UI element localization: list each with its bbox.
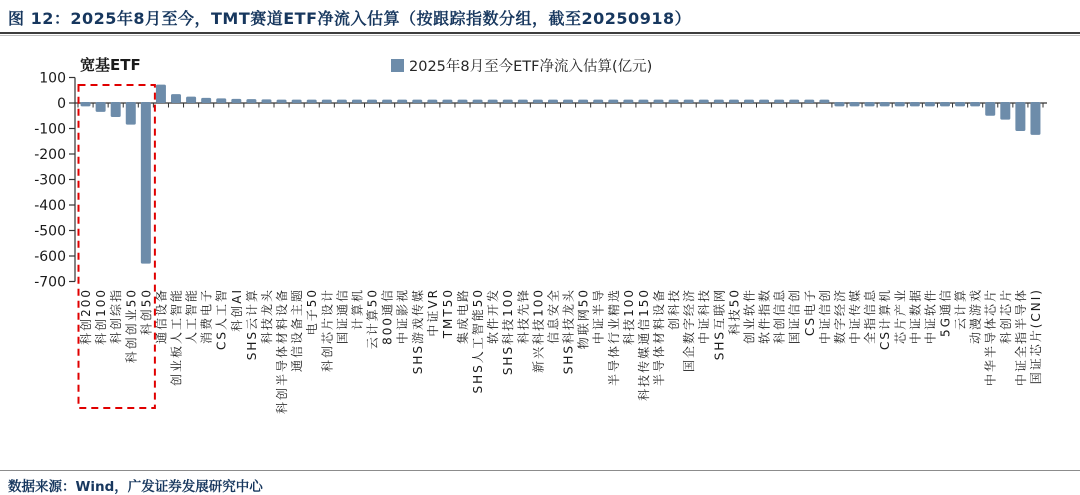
legend — [391, 57, 652, 75]
bar — [563, 100, 573, 103]
category-label: 数字经济 — [832, 288, 847, 345]
category-label: 中证影视 — [395, 288, 410, 345]
category-label: 创科技 — [667, 288, 682, 331]
category-label: 半导体材料设备 — [652, 288, 667, 387]
category-label: 人工智能 — [184, 288, 199, 345]
bar — [1030, 102, 1040, 135]
category-label: 中证半导 — [591, 288, 606, 345]
category-label: 科创200 — [79, 288, 94, 345]
category-label: 创业板人工智能 — [169, 288, 184, 387]
category-label: SHS互联网 — [712, 288, 727, 361]
category-label: 800通信 — [380, 288, 395, 345]
legend-swatch — [391, 59, 404, 72]
bar — [307, 100, 317, 103]
category-label: 科创100 — [94, 288, 109, 345]
bar — [684, 100, 694, 103]
bar — [503, 100, 513, 103]
bar — [216, 98, 226, 103]
category-label: 软件指数 — [757, 288, 772, 345]
bar — [578, 100, 588, 103]
bar — [654, 100, 664, 103]
category-label: 科创50 — [139, 288, 154, 336]
bar — [729, 100, 739, 103]
bar — [337, 100, 347, 103]
category-label: 科创芯片设计 — [320, 288, 335, 373]
category-label: 消费电子 — [199, 288, 214, 345]
bar — [518, 100, 528, 103]
bar — [865, 102, 875, 106]
bar — [292, 100, 302, 103]
category-label: 科技50 — [727, 288, 742, 336]
category-label: 计算机 — [350, 288, 365, 331]
bar — [940, 102, 950, 106]
y-tick-label: 100 — [39, 70, 66, 87]
bar — [246, 99, 256, 103]
category-label: 中证科技 — [697, 288, 712, 345]
bar — [412, 100, 422, 103]
category-label: 中证信创 — [817, 288, 832, 345]
category-label: 科创AI — [229, 288, 244, 332]
category-label: CS人工智 — [214, 288, 229, 350]
bar — [850, 102, 860, 106]
category-label: 半导体行业精选 — [606, 288, 621, 387]
bar — [955, 102, 965, 106]
bar — [669, 100, 679, 103]
category-label: 中证VR — [425, 288, 440, 337]
bar — [608, 100, 618, 103]
bar — [367, 100, 377, 103]
category-label: 科创半导体材料设备 — [275, 288, 290, 415]
bar — [714, 100, 724, 103]
category-label: 科技传媒通信150 — [636, 288, 651, 401]
bar — [382, 100, 392, 103]
bar — [880, 102, 890, 106]
category-label: 芯片产业 — [893, 288, 908, 345]
bar — [427, 100, 437, 103]
bar — [277, 100, 287, 103]
bar — [171, 94, 181, 103]
category-label: 中华半导体芯片 — [983, 288, 998, 387]
category-label: 云计算50 — [365, 288, 380, 350]
category-label: SHS科技100 — [501, 288, 516, 376]
category-label: 新兴科技100 — [531, 288, 546, 373]
category-label: CS电子 — [802, 288, 817, 336]
bar — [623, 100, 633, 103]
bar — [970, 102, 980, 106]
bar — [442, 100, 452, 103]
bar — [488, 100, 498, 103]
category-label: 集成电路 — [455, 288, 470, 345]
etf-net-inflow-bar-chart — [0, 38, 1080, 470]
category-label: 通信设备 — [154, 288, 169, 345]
category-label: 5G通信 — [938, 288, 953, 337]
y-tick-label: -600 — [34, 249, 66, 265]
category-label: TMT50 — [440, 288, 455, 339]
category-label: SHS人工智能50 — [471, 288, 486, 394]
bar — [593, 100, 603, 103]
category-label: 信息安全 — [546, 288, 561, 345]
category-labels — [78, 288, 1043, 414]
bar — [985, 102, 995, 116]
category-label: 科创综指 — [109, 288, 124, 345]
bar — [774, 100, 784, 103]
bar — [111, 102, 121, 117]
category-label: 国企数字经济 — [682, 288, 697, 373]
bar — [186, 97, 196, 103]
bar — [81, 102, 91, 106]
category-label: 科创创业50 — [124, 288, 139, 364]
category-label: 中证传媒 — [848, 288, 863, 345]
bar — [804, 100, 814, 103]
bar — [744, 100, 754, 103]
category-label: 科创芯片 — [998, 288, 1013, 345]
bar — [261, 99, 271, 103]
category-label: 中证数据 — [908, 288, 923, 345]
category-label: 全指信息 — [863, 288, 878, 345]
bars — [81, 85, 1041, 264]
y-tick-label: -500 — [34, 223, 66, 240]
title-divider — [0, 32, 1080, 36]
bar — [1015, 102, 1025, 131]
broad-base-annotation: 宽基ETF — [80, 56, 141, 74]
category-label: 云计算 — [953, 288, 968, 331]
bar — [231, 99, 241, 103]
bar — [141, 102, 151, 264]
category-label: 通信设备主题 — [290, 288, 305, 373]
source-note: 数据来源：Wind，广发证券发展研究中心 — [8, 479, 263, 495]
bar — [156, 85, 166, 103]
figure-title: 图 12：2025年8月至今，TMT赛道ETF净流入估算（按跟踪指数分组，截至20250918） — [8, 9, 692, 28]
category-label: 科技100 — [621, 288, 636, 345]
category-label: 科创信息 — [772, 288, 787, 345]
bar — [126, 102, 136, 125]
category-label: 物联网50 — [576, 288, 591, 350]
category-label: 国证通信 — [335, 288, 350, 345]
category-label: 国证信创 — [787, 288, 802, 345]
category-label: SHS云计算 — [244, 288, 259, 361]
bar — [819, 100, 829, 103]
y-tick-label: 0 — [57, 96, 66, 112]
category-label: SHS科技龙头 — [561, 288, 576, 375]
bar — [699, 100, 709, 103]
bar — [473, 100, 483, 103]
bar — [457, 100, 467, 103]
y-tick-label: -200 — [34, 147, 66, 163]
bar — [548, 100, 558, 103]
bar — [1000, 102, 1010, 120]
bar — [352, 100, 362, 103]
bar — [533, 100, 543, 103]
bar — [925, 102, 935, 106]
category-label: 科技龙头 — [259, 288, 274, 345]
category-label: 软件开发 — [486, 288, 501, 345]
legend-label: 2025年8月至今ETF净流入估算(亿元) — [409, 59, 653, 75]
bar — [895, 102, 905, 106]
bar — [789, 100, 799, 103]
bar — [397, 100, 407, 103]
bar — [834, 102, 844, 106]
bar — [910, 102, 920, 106]
bar — [96, 102, 106, 112]
y-tick-label: -100 — [34, 121, 66, 138]
footer-divider — [0, 470, 1080, 471]
category-label: 动漫游戏 — [968, 288, 983, 345]
category-label: 创业软件 — [742, 288, 757, 345]
bar — [759, 100, 769, 103]
bar — [201, 98, 211, 103]
category-label: 科技先锋 — [516, 288, 531, 345]
bar — [638, 100, 648, 103]
category-label: 中证全指半导体 — [1013, 288, 1028, 387]
category-label: CS计算机 — [878, 288, 893, 350]
category-label: SHS游戏传媒 — [410, 288, 425, 375]
y-tick-label: -300 — [34, 172, 66, 189]
category-label: 中证软件 — [923, 288, 938, 345]
category-label: 国证芯片(CNI) — [1028, 288, 1043, 385]
category-label: 电子50 — [305, 288, 320, 336]
y-tick-label: -700 — [34, 274, 66, 291]
y-tick-label: -400 — [34, 198, 66, 214]
bar — [322, 100, 332, 103]
